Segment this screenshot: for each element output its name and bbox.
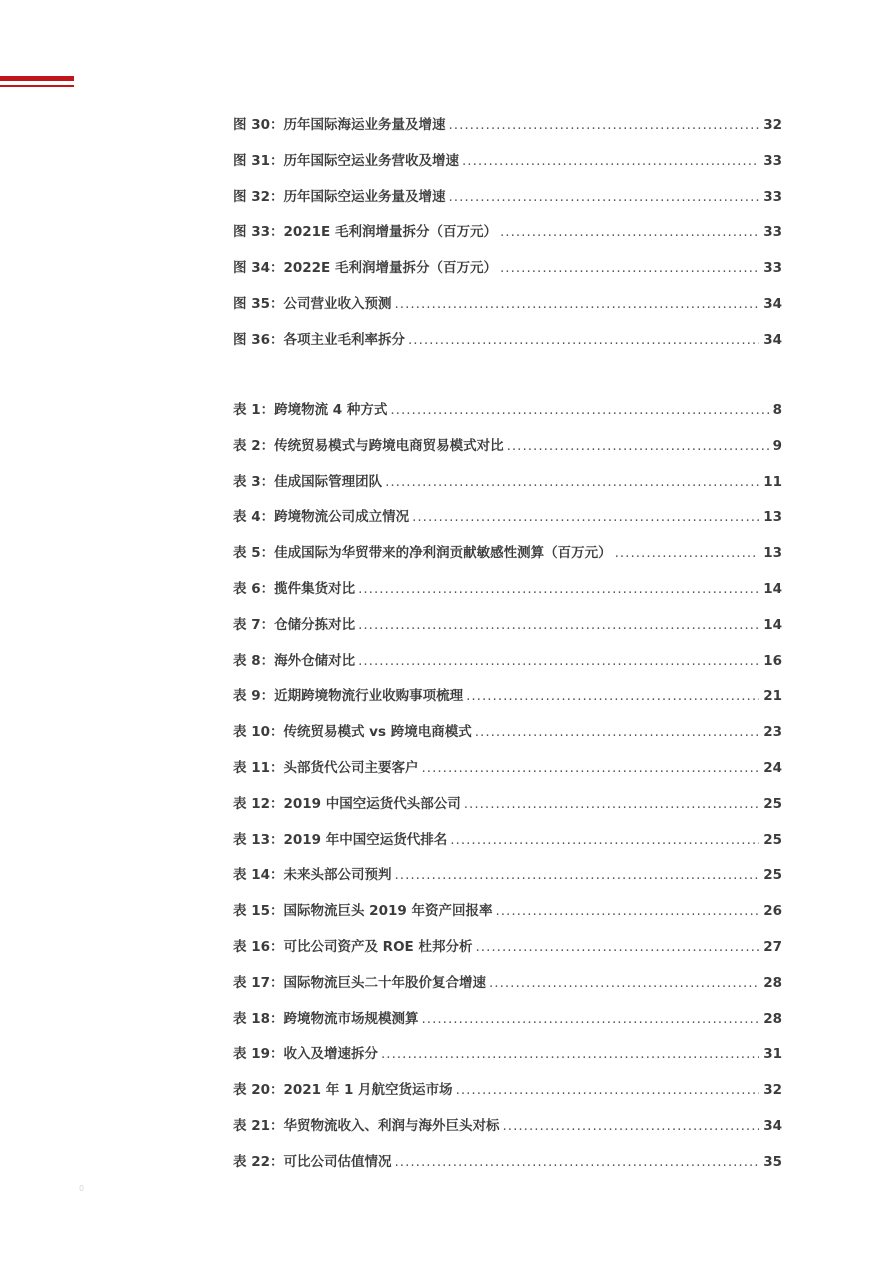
table-entry-page-number: 31: [763, 1046, 782, 1063]
table-entry-page-number: 13: [763, 509, 782, 526]
dot-leader: [475, 939, 759, 955]
figure-entry-title: 图 31：历年国际空运业务营收及增速: [233, 152, 459, 169]
figure-entry[interactable]: [233, 149, 782, 185]
table-entry-page-number: 13: [763, 545, 782, 562]
table-entry[interactable]: [233, 434, 782, 470]
table-entry-title: 表 11：头部货代公司主要客户: [233, 759, 419, 776]
table-entry-page-number: 35: [763, 1153, 782, 1170]
table-entry[interactable]: [233, 935, 782, 971]
dot-leader: [500, 224, 759, 240]
header-accent-line: [0, 85, 74, 87]
dot-leader: [358, 617, 759, 633]
figure-entry-title: 图 36：各项主业毛利率拆分: [233, 331, 405, 348]
figure-entry-page-number: 34: [763, 331, 782, 348]
dot-leader: [449, 117, 760, 133]
table-entry-title: 表 22：可比公司估值情况: [233, 1153, 392, 1170]
table-entry[interactable]: [233, 828, 782, 864]
table-entry[interactable]: [233, 971, 782, 1007]
table-entry-page-number: 25: [763, 795, 782, 812]
table-entry-page-number: 28: [763, 974, 782, 991]
table-entry-title: 表 14：未来头部公司预判: [233, 867, 392, 884]
table-entry-title: 表 2：传统贸易模式与跨境电商贸易模式对比: [233, 437, 504, 454]
dot-leader: [456, 1082, 760, 1098]
table-entry[interactable]: [233, 792, 782, 828]
table-entry-title: 表 16：可比公司资产及 ROE 杜邦分析: [233, 938, 473, 955]
table-entry-page-number: 16: [763, 652, 782, 669]
table-entry-title: 表 12：2019 中国空运货代头部公司: [233, 795, 461, 812]
figure-entry-title: 图 30：历年国际海运业务量及增速: [233, 117, 446, 133]
table-entry-page-number: 26: [763, 903, 782, 920]
dot-leader: [412, 509, 759, 525]
table-entry[interactable]: [233, 1007, 782, 1043]
table-entry-page-number: 21: [763, 688, 782, 705]
figure-entry-page-number: 33: [763, 152, 782, 169]
table-entry-title: 表 15：国际物流巨头 2019 年资产回报率: [233, 903, 493, 920]
table-entry-page-number: 24: [763, 759, 782, 776]
figure-entry-page-number: 33: [763, 260, 782, 277]
table-entry[interactable]: [233, 684, 782, 720]
figure-entry[interactable]: [233, 256, 782, 292]
dot-leader: [500, 260, 759, 276]
figure-entry[interactable]: [233, 113, 782, 149]
dot-leader: [495, 903, 759, 919]
table-entry[interactable]: [233, 720, 782, 756]
table-entry-page-number: 25: [763, 867, 782, 884]
table-entry-title: 表 8：海外仓储对比: [233, 652, 356, 669]
dot-leader: [449, 189, 760, 205]
footer-mark: 0: [79, 1184, 85, 1193]
table-entry-title: 表 6：揽件集货对比: [233, 580, 356, 597]
dot-leader: [462, 153, 759, 169]
table-entry-title: 表 20：2021 年 1 月航空货运市场: [233, 1082, 453, 1099]
figure-entry-title: 图 33：2021E 毛利润增量拆分（百万元）: [233, 224, 497, 241]
figure-entry-page-number: 33: [763, 224, 782, 241]
dot-leader: [422, 1011, 760, 1027]
dot-leader: [475, 724, 759, 740]
table-entry[interactable]: [233, 470, 782, 506]
table-entry-page-number: 11: [763, 473, 782, 490]
dot-leader: [466, 688, 759, 704]
dot-leader: [450, 832, 759, 848]
table-entry-title: 表 13：2019 年中国空运货代排名: [233, 831, 448, 848]
dot-leader: [507, 438, 769, 454]
table-entry-page-number: 14: [763, 616, 782, 633]
dot-leader: [385, 474, 759, 490]
table-entry[interactable]: [233, 863, 782, 899]
table-entry-title: 表 9：近期跨境物流行业收购事项梳理: [233, 688, 464, 705]
table-entry-title: 表 17：国际物流巨头二十年股价复合增速: [233, 974, 486, 991]
table-entry-page-number: 9: [772, 437, 782, 454]
figure-list: [233, 113, 782, 364]
figure-entry-title: 图 35：公司营业收入预测: [233, 295, 392, 312]
table-entry[interactable]: [233, 649, 782, 685]
dot-leader: [503, 1118, 760, 1134]
table-entry-title: 表 18：跨境物流市场规模测算: [233, 1010, 419, 1027]
table-entry[interactable]: [233, 1150, 782, 1186]
dot-leader: [395, 1154, 760, 1170]
figure-entry[interactable]: [233, 328, 782, 364]
figure-entry-page-number: 32: [763, 117, 782, 133]
table-entry-title: 表 4：跨境物流公司成立情况: [233, 509, 410, 526]
figure-entry-page-number: 34: [763, 295, 782, 312]
table-entry-page-number: 32: [763, 1082, 782, 1099]
dot-leader: [390, 402, 768, 418]
figure-entry[interactable]: [233, 292, 782, 328]
table-entry-page-number: 14: [763, 580, 782, 597]
table-entry[interactable]: [233, 1042, 782, 1078]
header-accent-bar: [0, 76, 74, 81]
table-entry-title: 表 5：佳成国际为华贸带来的净利润贡献敏感性测算（百万元）: [233, 545, 612, 562]
table-entry[interactable]: [233, 541, 782, 577]
table-list: [233, 398, 782, 1186]
table-entry-page-number: 8: [772, 402, 782, 418]
table-entry[interactable]: [233, 899, 782, 935]
dot-leader: [464, 796, 759, 812]
table-entry-title: 表 21：华贸物流收入、利润与海外巨头对标: [233, 1117, 500, 1134]
table-entry-page-number: 27: [763, 938, 782, 955]
figure-entry-title: 图 34：2022E 毛利润增量拆分（百万元）: [233, 260, 497, 277]
table-entry-title: 表 19：收入及增速拆分: [233, 1046, 378, 1063]
table-entry[interactable]: [233, 613, 782, 649]
figure-entry-page-number: 33: [763, 188, 782, 205]
table-entry-page-number: 34: [763, 1117, 782, 1134]
table-entry-title: 表 1：跨境物流 4 种方式: [233, 402, 388, 418]
table-entry-page-number: 25: [763, 831, 782, 848]
dot-leader: [489, 975, 759, 991]
table-entry-page-number: 23: [763, 724, 782, 741]
dot-leader: [615, 545, 760, 561]
figure-entry-title: 图 32：历年国际空运业务量及增速: [233, 188, 446, 205]
table-entry[interactable]: [233, 577, 782, 613]
figure-entry[interactable]: [233, 185, 782, 221]
dot-leader: [422, 760, 760, 776]
table-entry[interactable]: [233, 1114, 782, 1150]
table-entry[interactable]: [233, 1078, 782, 1114]
dot-leader: [381, 1046, 759, 1062]
table-entry[interactable]: [233, 398, 782, 434]
dot-leader: [408, 332, 759, 348]
figure-entry[interactable]: [233, 220, 782, 256]
dot-leader: [395, 867, 760, 883]
dot-leader: [358, 581, 759, 597]
table-entry-title: 表 10：传统贸易模式 vs 跨境电商模式: [233, 724, 472, 741]
table-entry-page-number: 28: [763, 1010, 782, 1027]
table-entry[interactable]: [233, 505, 782, 541]
dot-leader: [358, 653, 759, 669]
table-entry[interactable]: [233, 756, 782, 792]
table-entry-title: 表 7：仓储分拣对比: [233, 616, 356, 633]
table-entry-title: 表 3：佳成国际管理团队: [233, 473, 383, 490]
dot-leader: [395, 296, 760, 312]
